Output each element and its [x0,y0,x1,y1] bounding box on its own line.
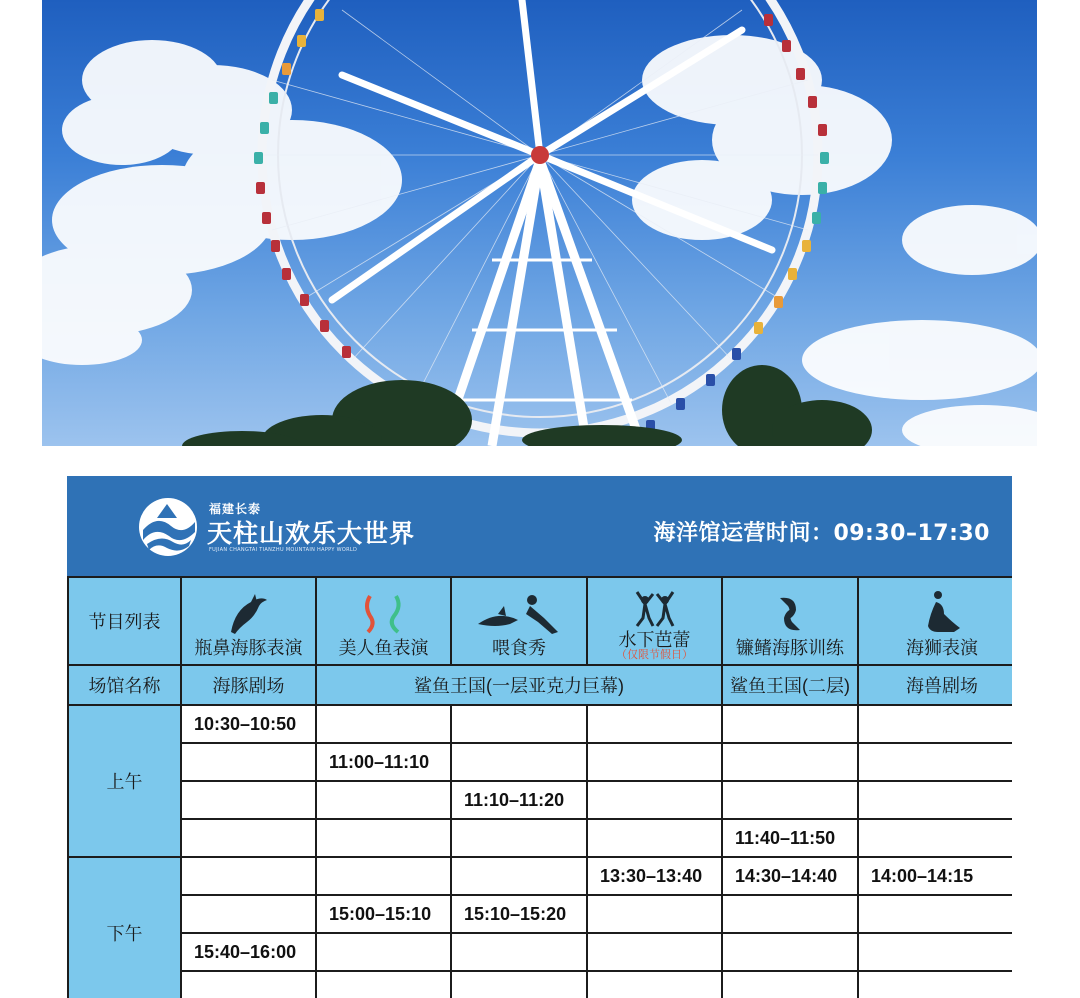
logo-title: 天柱山欢乐大世界 [207,519,416,548]
time-slot [181,971,316,998]
time-slot: 15:10–15:20 [451,895,587,933]
time-slot [858,781,1012,819]
program-name: 镰鳍海豚训练 [736,638,844,658]
time-slot [858,971,1012,998]
time-slot: 11:10–11:20 [451,781,587,819]
program-row [68,577,1012,665]
operating-hours: 海洋馆运营时间：09:30–17:30 [653,521,990,546]
logo-english: FUJIAN CHANGTAI TIANZHU MOUNTAIN HAPPY WORLD [209,547,358,553]
time-slot [587,933,722,971]
sea-lion-icon [918,590,966,636]
time-slot [181,857,316,895]
period-pm: 下午 [68,857,181,998]
time-slot [722,705,858,743]
venue-marine-mammal-theater: 海兽剧场 [858,665,1012,705]
time-slot [316,819,451,857]
table-row [68,819,1012,857]
time-slot [316,705,451,743]
time-slot: 14:00–14:15 [858,857,1012,895]
schedule-table [67,576,1012,998]
program-name: 海狮表演 [906,638,978,658]
logo-subtitle: 福建长泰 [209,502,262,516]
program-cell-ballet [587,577,722,665]
time-slot [181,895,316,933]
board-header [67,476,1012,576]
time-slot: 11:00–11:10 [316,743,451,781]
logo-wave-icon [137,496,199,558]
venue-header: 场馆名称 [68,665,181,705]
time-slot [181,819,316,857]
program-cell-dolphin-training [722,577,858,665]
time-slot [858,895,1012,933]
time-slot [451,971,587,998]
time-slot [722,895,858,933]
time-slot [587,705,722,743]
time-slot [451,933,587,971]
table-row [68,857,1012,895]
time-slot [858,743,1012,781]
time-slot: 11:40–11:50 [722,819,858,857]
time-slot [451,705,587,743]
time-slot [587,781,722,819]
program-cell-mermaid [316,577,451,665]
venue-row [68,665,1012,705]
time-slot [587,743,722,781]
time-slot [587,819,722,857]
program-cell-feeding [451,577,587,665]
program-note: （仅限节假日） [616,649,693,661]
time-slot [316,857,451,895]
time-slot [722,781,858,819]
ballet-icon [627,588,683,628]
dolphin-icon [225,592,273,636]
time-slot [451,743,587,781]
venue-shark-kingdom-1f: 鲨鱼王国(一层亚克力巨幕) [316,665,722,705]
time-slot [451,819,587,857]
time-slot [316,933,451,971]
time-slot [722,971,858,998]
time-slot: 14:30–14:40 [722,857,858,895]
table-row [68,971,1012,998]
time-slot: 15:00–15:10 [316,895,451,933]
program-name: 瓶鼻海豚表演 [194,638,303,658]
diver-shark-icon [474,592,564,636]
schedule-board [67,476,1012,998]
period-am: 上午 [68,705,181,857]
venue-shark-kingdom-2f: 鲨鱼王国(二层) [722,665,858,705]
table-row [68,781,1012,819]
time-slot: 15:40–16:00 [181,933,316,971]
time-slot [587,895,722,933]
time-slot [316,781,451,819]
time-slot [858,819,1012,857]
table-row [68,743,1012,781]
program-name: 喂食秀 [492,638,546,658]
time-slot: 10:30–10:50 [181,705,316,743]
ferris-wheel-illustration [42,0,1037,446]
program-cell-sea-lion [858,577,1012,665]
program-list-header: 节目列表 [68,577,181,665]
time-slot [858,705,1012,743]
program-name: 水下芭蕾 [618,630,691,650]
ferris-wheel-photo [42,0,1037,446]
time-slot [316,971,451,998]
program-name: 美人鱼表演 [338,638,429,658]
table-row [68,895,1012,933]
mermaid-icon [356,592,412,636]
time-slot [858,933,1012,971]
time-slot [181,781,316,819]
time-slot [451,857,587,895]
dolphin-pair-icon [766,592,814,636]
time-slot: 13:30–13:40 [587,857,722,895]
venue-dolphin-theater: 海豚剧场 [181,665,316,705]
time-slot [722,743,858,781]
time-slot [587,971,722,998]
program-cell-dolphin [181,577,316,665]
table-row [68,705,1012,743]
time-slot [722,933,858,971]
time-slot [181,743,316,781]
table-row [68,933,1012,971]
